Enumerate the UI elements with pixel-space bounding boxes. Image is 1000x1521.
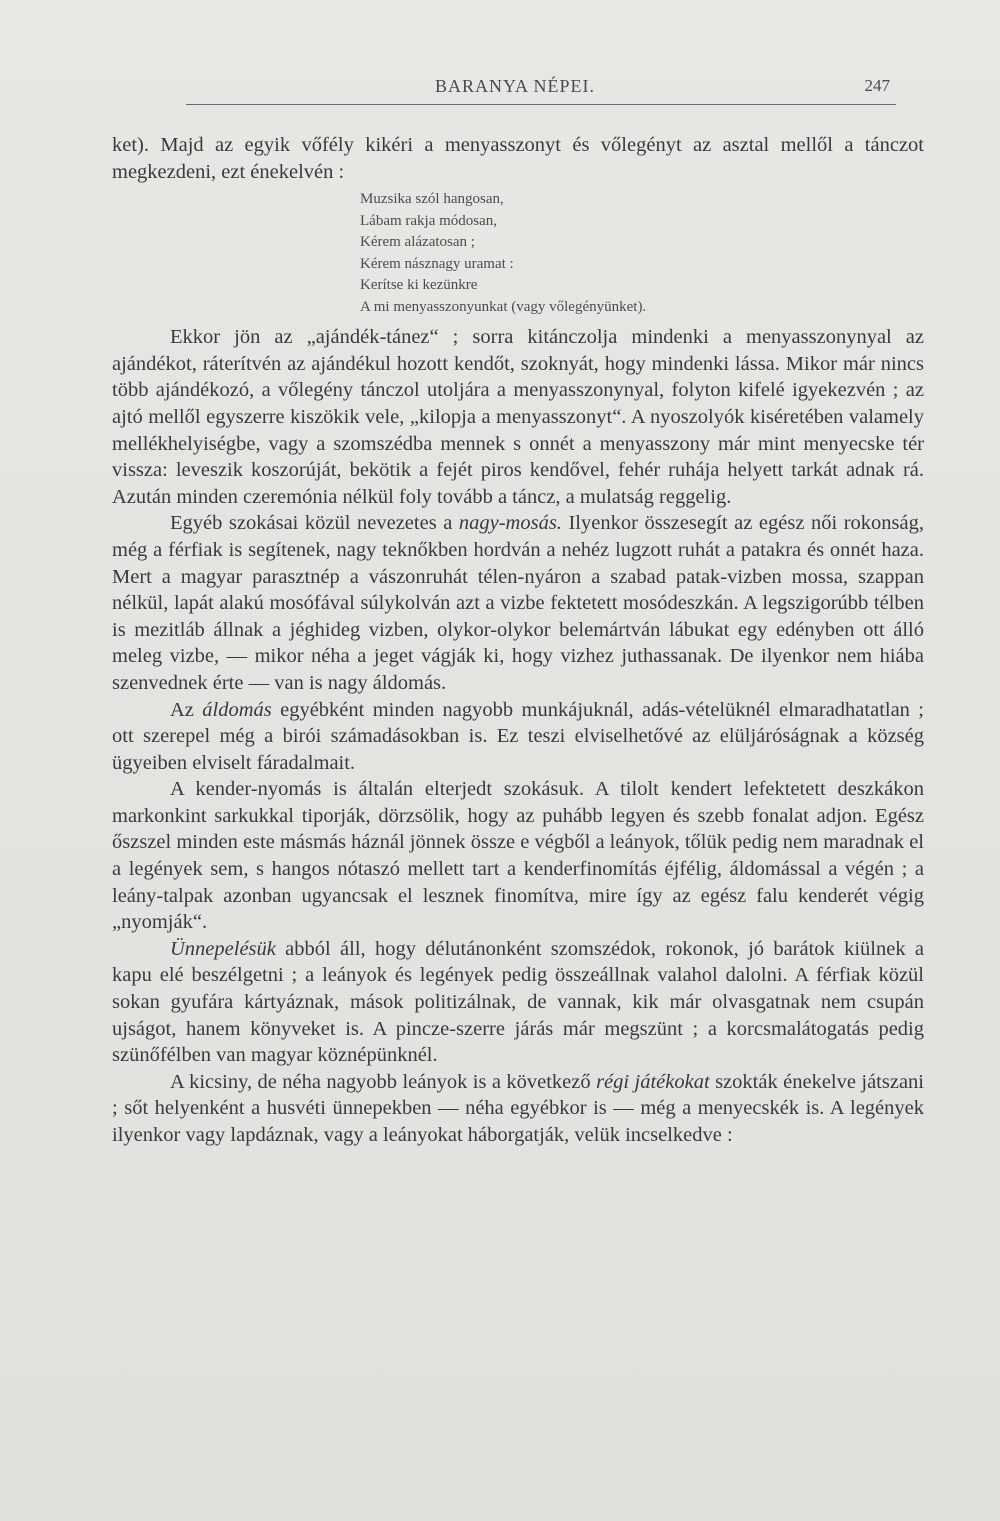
text-run: Ilyenkor összesegít az egész női rokonság, még a férfiak is segítenek, nagy teknőkben hordván a nehéz lugzott ruhát a patakra és onnét haza. Mert a magyar parasztnép a vászonruhát télen-nyáron a szabad patak-vizben mossa, szappan nélkül, lapát alakú mosófával súlykolván azt a vizbe fektetett mosódeszkán. A legszigorúbb télben is mezitláb állnak a jéghideg vizben, olykor-olykor belemártván lábukat egy edényben ott álló meleg vizbe, — mikor néha a jeget vágják ki, hogy vizhez juthassanak. De ilyenkor nem hiába szenvednek érte — van is nagy áldomás. <box>112 512 924 694</box>
text-run: egyébként minden nagyobb munkájuknál, adás-vételüknél elmaradhatatlan ; ott szerepel még a birói számadásokban is. Ez teszi elviselhetővé az elüljáróságnak a község ügyeiben elviselt fáradalmait. <box>112 698 924 774</box>
paragraph-celebration <box>112 936 924 1069</box>
running-head <box>110 76 920 106</box>
page-number: 247 <box>864 76 890 95</box>
verse-line: Kerítse ki kezünkre <box>360 277 478 294</box>
paragraph-hemp: A kender-nyomás is általán elterjedt szokásuk. A tilolt kendert lefektetett deszkákon markonkint sarkukkal tiporják, dörzsölik, hogy az puhább legyen és szebb fonalat adjon. Egész őszszel minden este másmás háznál jönnek össze e végből a leányok, tőlük pedig nem maradnak el a legények sem, s hangos nótaszó mellett tart a kenderfinomítás éjfélig, áldomással a végén ; a leány-talpak azonban ugyancsak el lesznek finomítva, mire így az egész falu kenderét végig „nyomják“. <box>112 778 924 934</box>
emphasis-term: áldomás <box>202 698 272 721</box>
verse-line: Muzsika szól hangosan, <box>360 191 504 208</box>
text-run: A kicsiny, de néha nagyobb leányok is a következő <box>170 1070 597 1093</box>
paragraph-games <box>112 1069 924 1149</box>
emphasis-term: Ünnepelésük <box>170 937 276 960</box>
song-verse <box>360 189 924 318</box>
paragraph-aldomas <box>112 697 924 777</box>
header-rule <box>186 104 896 105</box>
text-run: Egyéb szokásai közül nevezetes a <box>170 512 459 535</box>
emphasis-term: nagy-mosás. <box>458 512 562 535</box>
paragraph-continuation: ket). Majd az egyik vőfély kikéri a menyasszonyt és vőlegényt az asztal mellől a tánczot megkezdeni, ezt énekelvén : <box>112 134 924 183</box>
text-run: szokták énekelve játszani ; sőt helyenként a husvéti ünnepekben — néha egyébkor is — még a menyecskék is. A legények ilyenkor vagy lapdáznak, vagy a leányokat háborgatják, velük incselkedve : <box>112 1070 925 1146</box>
paragraph-washing <box>112 510 924 696</box>
text-run: Az <box>170 698 203 721</box>
running-title: BARANYA NÉPEI. <box>434 76 595 96</box>
verse-line: A mi menyasszonyunkat (vagy vőlegényünket). <box>360 298 647 315</box>
verse-line: Lábam rakja módosan, <box>360 212 498 229</box>
emphasis-term: régi játékokat <box>596 1070 710 1093</box>
text-run: abból áll, hogy délutánonként szomszédok, rokonok, jó barátok kiülnek a kapu elé beszélgetni ; a leányok és legények pedig összeállnak valahol dalolni. A férfiak közül sokan gyufára kártyáznak, mások politizálnak, de vannak, kik már olvasgatnak nem csupán ujságot, hanem könyveket is. A pincze-szerre járás már megszünt ; a korcsmalátogatás pedig szünőfélben van magyar köznépünknél. <box>112 937 924 1067</box>
paragraph-gift-dance: Ekkor jön az „ajándék-tánez“ ; sorra kitánczolja mindenki a menyasszonynyal az ajándékot, ráterítvén az ajándékul hozott kendőt, szoknyát, hogy mindenki lássa. Mikor már nincs több ajándékozó, a vőlegény tánczol utoljára a menyasszonynyal, folyton kifelé igyekezvén ; az ajtó mellől egyszerre kiszökik vele, „kilopja a menyasszonyt“. A nyoszolyók kiséretében valamely mellékhelyiségbe, vagy a szomszédba mennek s onnét a menyasszony már mint menyecske tér vissza: leveszik koszorúját, bekötik a fejét piros kendővel, fehér ruhája helyett tarkát adnak rá. Azután minden czeremónia nélkül foly tovább a táncz, a mulatság reggelig. <box>112 326 924 508</box>
verse-line: Kérem alázatosan ; <box>360 234 475 251</box>
body-text <box>112 132 924 1149</box>
verse-line: Kérem násznagy uramat : <box>360 255 514 272</box>
